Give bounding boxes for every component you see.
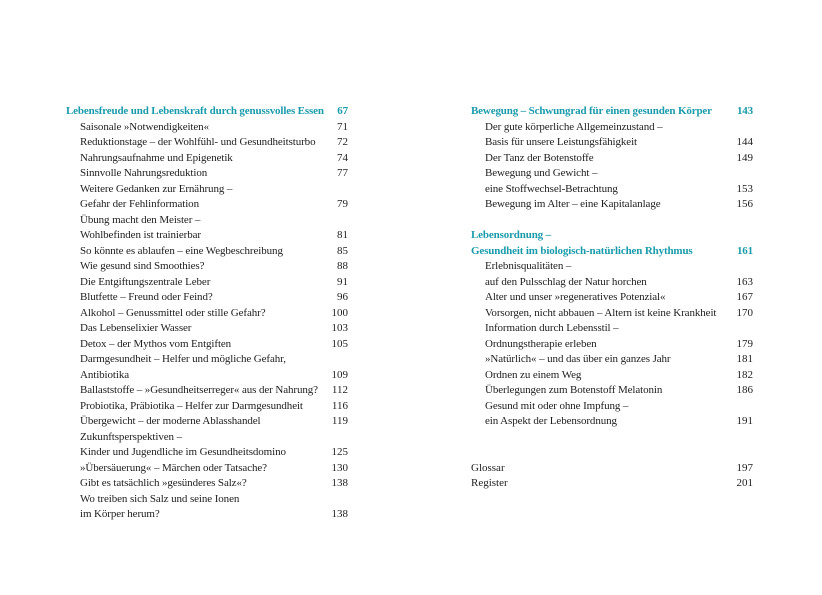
- toc-entry-title: Basis für unsere Leistungsfähigkeit: [485, 136, 637, 148]
- toc-entry[interactable]: [471, 337, 753, 353]
- toc-entry[interactable]: [66, 368, 348, 384]
- toc-entry-title: Antibiotika: [80, 368, 130, 381]
- toc-entry-title: Übung macht den Meister –: [80, 213, 201, 226]
- toc-entry-title: Ordnungstherapie erleben: [485, 337, 597, 350]
- toc-page-number: 105: [331, 337, 348, 350]
- toc-page-number: 109: [331, 368, 348, 381]
- toc-entry-title: Ordnen zu einem Weg: [485, 368, 582, 381]
- toc-entry-title: Bewegung – Schwungrad für einen gesunden Körper: [471, 105, 712, 117]
- toc-page-number: 138: [331, 477, 348, 489]
- toc-entry[interactable]: [66, 182, 348, 198]
- toc-page-number: 67: [337, 105, 348, 117]
- toc-chapter-heading[interactable]: [471, 244, 753, 260]
- toc-entry-title: So könnte es ablaufen – eine Wegbeschreibung: [80, 244, 283, 257]
- toc-entry[interactable]: [66, 228, 348, 244]
- toc-entry-title: Wohlbefinden ist trainierbar: [80, 229, 201, 241]
- toc-entry[interactable]: [66, 151, 348, 167]
- toc-page-number: 91: [337, 275, 348, 288]
- toc-entry[interactable]: [66, 166, 348, 182]
- toc-entry-title: im Körper herum?: [80, 508, 160, 520]
- toc-entry-title: »Übersäuerung« – Märchen oder Tatsache?: [80, 461, 267, 474]
- toc-entry[interactable]: [66, 352, 348, 368]
- toc-entry-title: Saisonale »Notwendigkeiten«: [80, 120, 209, 133]
- toc-left-column: [66, 104, 348, 523]
- toc-page-number: 96: [337, 291, 348, 303]
- toc-entry[interactable]: [66, 507, 348, 523]
- toc-entry-title: Vorsorgen, nicht abbauen – Altern ist keine Krankheit: [485, 306, 717, 319]
- toc-entry-title: Der gute körperliche Allgemeinzustand –: [485, 120, 663, 133]
- toc-spacer: [471, 445, 753, 461]
- toc-entry-title: Zukunftsperspektiven –: [80, 430, 182, 443]
- toc-entry-title: Bewegung im Alter – eine Kapitalanlage: [485, 198, 661, 210]
- toc-entry[interactable]: [66, 197, 348, 213]
- toc-entry-title: Bewegung und Gewicht –: [485, 167, 598, 179]
- toc-entry[interactable]: [471, 197, 753, 213]
- toc-entry[interactable]: [471, 399, 753, 415]
- toc-entry-title: Wie gesund sind Smoothies?: [80, 260, 205, 272]
- toc-entry[interactable]: [471, 352, 753, 368]
- toc-page-number: 197: [736, 461, 753, 474]
- toc-entry[interactable]: [66, 275, 348, 291]
- toc-page-number: 85: [337, 244, 348, 257]
- toc-page-number: 182: [736, 368, 753, 381]
- toc-page-number: 149: [736, 151, 753, 164]
- toc-entry-title: Ballaststoffe – »Gesundheitserreger« aus der Nahrung?: [80, 384, 318, 396]
- toc-entry-title: Glossar: [471, 461, 505, 474]
- toc-entry-title: Übergewicht – der moderne Ablasshandel: [80, 415, 261, 427]
- toc-entry[interactable]: [66, 414, 348, 430]
- toc-entry-title: Lebensfreude und Lebenskraft durch genussvolles Essen: [66, 105, 324, 117]
- toc-page-number: 79: [337, 198, 348, 210]
- toc-chapter-heading[interactable]: [66, 104, 348, 120]
- toc-page-number: 77: [337, 167, 348, 179]
- toc-entry[interactable]: [66, 135, 348, 151]
- toc-page-number: 186: [736, 384, 753, 396]
- toc-entry[interactable]: [471, 135, 753, 151]
- toc-entry[interactable]: [66, 337, 348, 353]
- toc-entry[interactable]: [471, 368, 753, 384]
- toc-entry[interactable]: [471, 461, 753, 477]
- toc-entry-title: Alter und unser »regeneratives Potenzial«: [485, 291, 666, 303]
- toc-entry-title: Gesund mit oder ohne Impfung –: [485, 399, 629, 412]
- toc-page-number: 103: [331, 322, 348, 334]
- toc-page-number: 153: [736, 182, 753, 195]
- toc-entry[interactable]: [66, 399, 348, 415]
- toc-entry[interactable]: [471, 383, 753, 399]
- toc-page-number: 138: [331, 508, 348, 520]
- toc-entry-title: Probiotika, Präbiotika – Helfer zur Darmgesundheit: [80, 399, 303, 412]
- toc-page-number: 74: [337, 151, 348, 164]
- toc-chapter-heading[interactable]: [471, 228, 753, 244]
- toc-entry-title: Reduktionstage – der Wohlfühl- und Gesundheitsturbo: [80, 136, 316, 148]
- toc-entry-title: ein Aspekt der Lebensordnung: [485, 415, 617, 427]
- toc-entry-title: Gesundheit im biologisch-natürlichen Rhythmus: [471, 244, 693, 257]
- toc-page-number: 71: [337, 120, 348, 133]
- toc-page-number: 116: [331, 399, 348, 412]
- toc-entry[interactable]: [66, 445, 348, 461]
- toc-entry-title: Register: [471, 477, 508, 489]
- toc-entry[interactable]: [471, 275, 753, 291]
- toc-entry[interactable]: [66, 492, 348, 508]
- toc-entry-title: Weitere Gedanken zur Ernährung –: [80, 182, 233, 195]
- toc-page-number: 179: [736, 337, 753, 350]
- toc-page-number: 100: [331, 306, 348, 319]
- toc-right-column: [471, 104, 753, 492]
- toc-entry[interactable]: [471, 259, 753, 275]
- toc-entry-title: Detox – der Mythos vom Entgiften: [80, 337, 232, 350]
- toc-entry[interactable]: [66, 321, 348, 337]
- toc-entry[interactable]: [66, 430, 348, 446]
- toc-entry-title: Die Entgiftungszentrale Leber: [80, 275, 211, 288]
- toc-page-number: 170: [736, 306, 753, 319]
- toc-entry[interactable]: [66, 244, 348, 260]
- toc-entry[interactable]: [66, 213, 348, 229]
- toc-entry-title: Gibt es tatsächlich »gesünderes Salz«?: [80, 477, 247, 489]
- toc-entry[interactable]: [471, 476, 753, 492]
- toc-page-number: 130: [331, 461, 348, 474]
- toc-entry-title: Gefahr der Fehlinformation: [80, 198, 199, 210]
- toc-entry-title: Das Lebenselixier Wasser: [80, 322, 192, 334]
- toc-page-number: 88: [337, 260, 348, 272]
- toc-page-number: 112: [331, 384, 348, 396]
- toc-entry[interactable]: [66, 461, 348, 477]
- toc-entry[interactable]: [66, 383, 348, 399]
- toc-entry[interactable]: [471, 414, 753, 430]
- toc-entry-title: eine Stoffwechsel-Betrachtung: [485, 182, 618, 195]
- toc-entry[interactable]: [471, 182, 753, 198]
- toc-entry[interactable]: [66, 120, 348, 136]
- toc-entry-title: Erlebnisqualitäten –: [485, 260, 572, 272]
- toc-entry-title: auf den Pulsschlag der Natur horchen: [485, 275, 647, 288]
- toc-entry[interactable]: [66, 259, 348, 275]
- toc-entry[interactable]: [66, 306, 348, 322]
- toc-entry[interactable]: [66, 476, 348, 492]
- toc-entry-title: »Natürlich« – und das über ein ganzes Jahr: [485, 353, 671, 365]
- toc-entry-title: Der Tanz der Botenstoffe: [485, 151, 594, 164]
- toc-page-number: 81: [337, 229, 348, 241]
- toc-entry[interactable]: [471, 151, 753, 167]
- toc-entry-title: Überlegungen zum Botenstoff Melatonin: [485, 384, 663, 396]
- toc-page-number: 163: [736, 275, 753, 288]
- toc-entry-title: Kinder und Jugendliche im Gesundheitsdomino: [80, 446, 286, 458]
- toc-entry[interactable]: [471, 306, 753, 322]
- toc-page-number: 161: [736, 244, 753, 257]
- toc-entry-title: Sinnvolle Nahrungsreduktion: [80, 167, 208, 179]
- toc-spacer: [471, 430, 753, 446]
- toc-entry-title: Blutfette – Freund oder Feind?: [80, 291, 213, 303]
- toc-entry[interactable]: [471, 321, 753, 337]
- toc-page-number: 181: [736, 353, 753, 365]
- toc-page-number: 119: [331, 415, 348, 427]
- toc-entry-title: Darmgesundheit – Helfer und mögliche Gefahr,: [80, 353, 286, 365]
- toc-entry-title: Nahrungsaufnahme und Epigenetik: [80, 151, 233, 164]
- toc-page-number: 167: [736, 291, 753, 303]
- toc-entry-title: Information durch Lebensstil –: [485, 322, 619, 334]
- toc-page-number: 72: [337, 136, 348, 148]
- toc-page-number: 201: [736, 477, 753, 489]
- toc-entry-title: Wo treiben sich Salz und seine Ionen: [80, 492, 240, 505]
- toc-chapter-heading[interactable]: [471, 104, 753, 120]
- toc-entry-title: Alkohol – Genussmittel oder stille Gefahr?: [80, 306, 266, 319]
- toc-page-number: 125: [331, 446, 348, 458]
- toc-page-number: 143: [736, 105, 753, 117]
- toc-entry[interactable]: [471, 166, 753, 182]
- toc-entry[interactable]: [66, 290, 348, 306]
- toc-page-number: 191: [736, 415, 753, 427]
- toc-entry-title: Lebensordnung –: [471, 229, 551, 241]
- toc-entry[interactable]: [471, 290, 753, 306]
- toc-page-number: 156: [736, 198, 753, 210]
- toc-page-number: 144: [736, 136, 753, 148]
- toc-spacer: [471, 213, 753, 229]
- toc-entry[interactable]: [471, 120, 753, 136]
